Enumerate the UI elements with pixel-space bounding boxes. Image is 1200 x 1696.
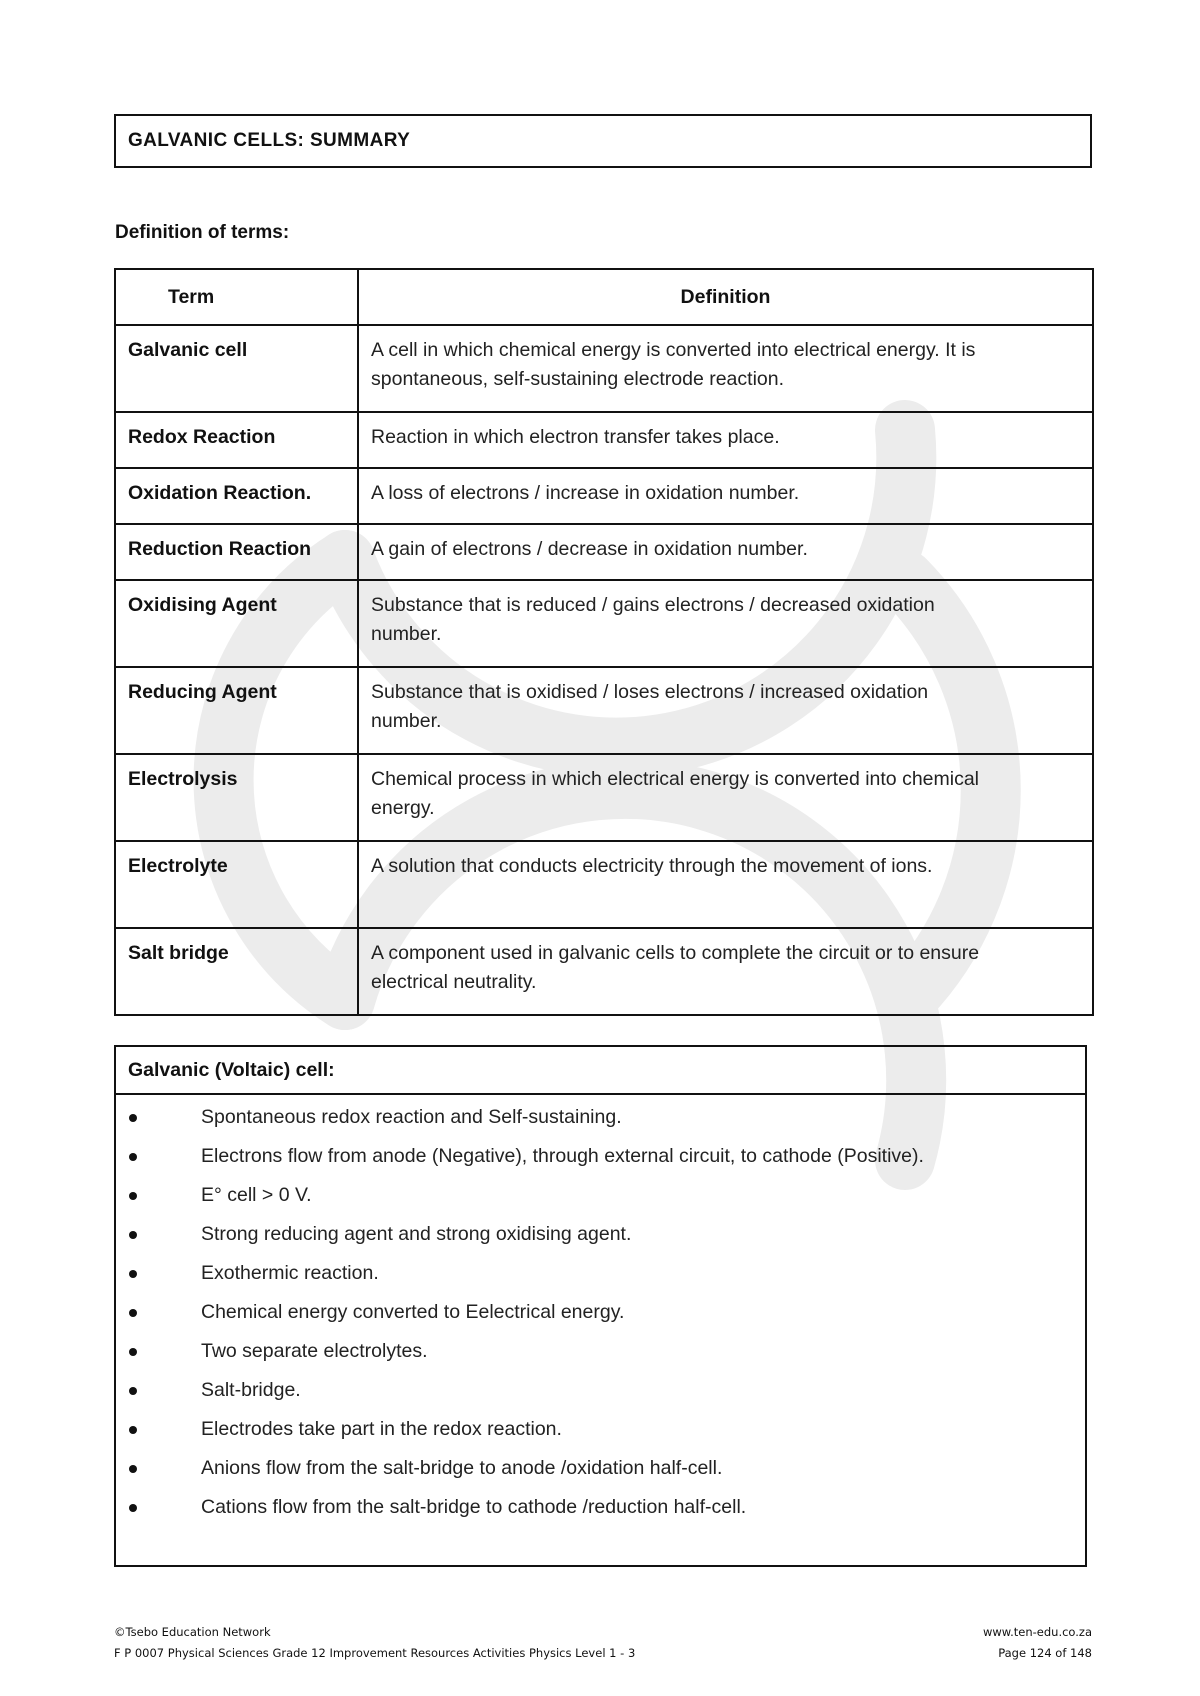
galvanic-cell-box (114, 1045, 1087, 1567)
list-item-text: Spontaneous redox reaction and Self-sustaining. (201, 1106, 622, 1128)
bullet-icon (129, 1270, 137, 1278)
list-item (116, 1493, 1085, 1521)
term-cell: Salt bridge (115, 928, 358, 1015)
definition-cell: Chemical process in which electrical energy is converted into chemical energy. (358, 754, 1093, 841)
bullet-icon (129, 1309, 137, 1317)
bullet-icon (129, 1504, 137, 1512)
footer-copyright: ©Tsebo Education Network (114, 1625, 271, 1639)
list-item (116, 1298, 1085, 1326)
term-cell: Electrolyte (115, 841, 358, 928)
list-item (116, 1181, 1085, 1209)
table-row (115, 468, 1093, 524)
footer-document-code: F P 0007 Physical Sciences Grade 12 Improvement Resources Activities Physics Level 1 - 3 (114, 1646, 636, 1660)
list-item-text: Salt-bridge. (201, 1379, 301, 1401)
bullet-icon (129, 1348, 137, 1356)
bullet-icon (129, 1114, 137, 1122)
definition-cell: A component used in galvanic cells to complete the circuit or to ensure electrical neutrality. (358, 928, 1093, 1015)
list-item (116, 1376, 1085, 1404)
footer-page-number: Page 124 of 148 (998, 1646, 1092, 1660)
list-item-text: Electrons flow from anode (Negative), through external circuit, to cathode (Positive). (201, 1145, 924, 1167)
term-cell: Oxidation Reaction. (115, 468, 358, 524)
table-row (115, 841, 1093, 928)
definition-cell: Reaction in which electron transfer takes place. (358, 412, 1093, 468)
table-row (115, 754, 1093, 841)
list-item-text: Cations flow from the salt-bridge to cathode /reduction half-cell. (201, 1496, 747, 1518)
list-item (116, 1454, 1085, 1482)
term-cell: Reduction Reaction (115, 524, 358, 580)
list-item (116, 1103, 1085, 1131)
definition-cell: Substance that is oxidised / loses electrons / increased oxidation number. (358, 667, 1093, 754)
list-item-text: Chemical energy converted to Eelectrical energy. (201, 1301, 625, 1323)
bullet-icon (129, 1192, 137, 1200)
definition-cell: A loss of electrons / increase in oxidation number. (358, 468, 1093, 524)
list-item (116, 1142, 1085, 1170)
term-cell: Redox Reaction (115, 412, 358, 468)
bullet-icon (129, 1231, 137, 1239)
term-cell: Electrolysis (115, 754, 358, 841)
bullet-icon (129, 1465, 137, 1473)
list-item (116, 1415, 1085, 1443)
list-item (116, 1259, 1085, 1287)
bullet-icon (129, 1426, 137, 1434)
galvanic-cell-heading: Galvanic (Voltaic) cell: (116, 1047, 1085, 1095)
bullet-icon (129, 1387, 137, 1395)
term-cell: Galvanic cell (115, 325, 358, 412)
definition-cell: A gain of electrons / decrease in oxidation number. (358, 524, 1093, 580)
definitions-heading: Definition of terms: (115, 222, 290, 243)
column-header-definition: Definition (358, 269, 1093, 325)
galvanic-cell-list (116, 1095, 1085, 1521)
table-row (115, 667, 1093, 754)
page-title: GALVANIC CELLS: SUMMARY (114, 114, 1092, 168)
term-cell: Reducing Agent (115, 667, 358, 754)
table-row (115, 412, 1093, 468)
list-item-text: E° cell > 0 V. (201, 1184, 312, 1206)
term-cell: Oxidising Agent (115, 580, 358, 667)
table-header-row (115, 269, 1093, 325)
list-item-text: Strong reducing agent and strong oxidising agent. (201, 1223, 632, 1245)
table-row (115, 928, 1093, 1015)
footer-website-link[interactable]: www.ten-edu.co.za (982, 1625, 1092, 1639)
list-item-text: Anions flow from the salt-bridge to anode /oxidation half-cell. (201, 1457, 723, 1479)
list-item-text: Two separate electrolytes. (201, 1340, 428, 1362)
column-header-term: Term (115, 269, 358, 325)
table-row (115, 580, 1093, 667)
list-item-text: Electrodes take part in the redox reaction. (201, 1418, 562, 1440)
list-item (116, 1220, 1085, 1248)
definition-cell: A cell in which chemical energy is converted into electrical energy. It is spontaneous, self-sustaining electrode reaction. (358, 325, 1093, 412)
table-row (115, 325, 1093, 412)
definition-cell: A solution that conducts electricity through the movement of ions. (358, 841, 1093, 928)
definitions-table (114, 268, 1094, 1016)
definition-cell: Substance that is reduced / gains electrons / decreased oxidation number. (358, 580, 1093, 667)
bullet-icon (129, 1153, 137, 1161)
list-item-text: Exothermic reaction. (201, 1262, 379, 1284)
table-row (115, 524, 1093, 580)
list-item (116, 1337, 1085, 1365)
